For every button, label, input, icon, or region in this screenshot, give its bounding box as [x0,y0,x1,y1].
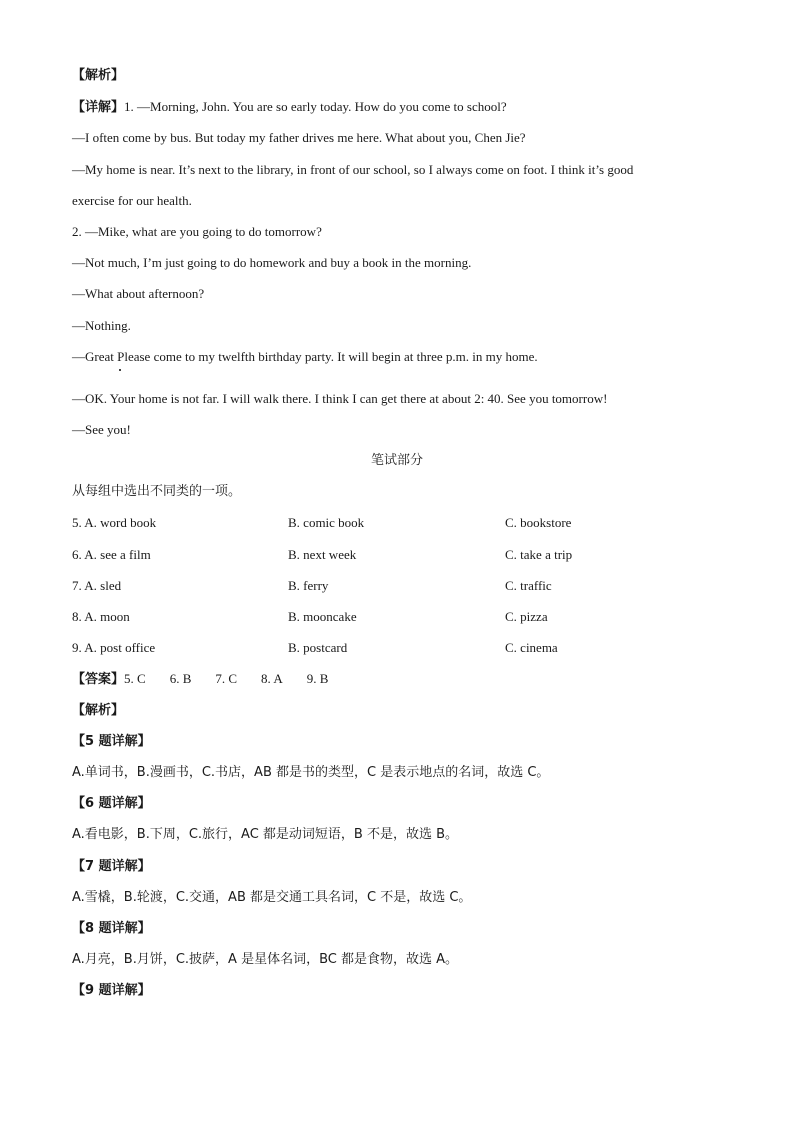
option-a: 7. A. sled [72,577,122,593]
detail-q2-line4: —Nothing. [72,317,131,333]
question-row-9 [72,632,722,663]
detail-q1-line2: —I often come by bus. But today my father drives me here. What about you, Chen Jie? [72,130,526,146]
q8-detail-heading: 【8 题详解】 [72,920,151,936]
answer-label: 【答案】 [72,672,125,688]
detail-q2-line5: —Great Please come to my twelfth birthday party. It will begin at three p.m. in my home. [72,348,538,364]
detail-q1-line3: —My home is near. It’s next to the library, in front of our school, so I always come on foot. I think it’s good [72,161,634,177]
option-b: B. postcard [288,640,348,656]
question-row-5 [72,507,722,538]
document-page [72,60,722,1006]
answer-item: 6. B [169,671,192,687]
detail-label: 【详解】 [72,100,125,116]
detail-q2-line3: —What about afternoon? [72,286,205,302]
question-row-8 [72,601,722,632]
detail-q2-line6: —OK. Your home is not far. I will walk there. I think I can get there at about 2: 40. See you tomorrow! [72,390,608,406]
option-c: C. bookstore [505,515,572,531]
detail-q1-line1 [72,91,722,122]
detail-q1-line1-text: 1. —Morning, John. You are so early today. How do you come to school? [124,99,507,115]
q7-detail-heading: 【7 题详解】 [72,858,151,874]
q6-detail-text: A.看电影，B.下周，C.旅行，AC 都是动词短语，B 不是，故选 B。 [72,827,459,843]
q9-detail-heading: 【9 题详解】 [72,983,151,999]
answer-item: 5. C [124,671,146,687]
option-c: C. take a trip [505,546,573,562]
answer-item: 8. A [261,671,283,687]
q8-detail-text: A.月亮，B.月饼，C.披萨，A 是星体名词，BC 都是食物，故选 A。 [72,952,459,968]
detail-q2-line1: 2. —Mike, what are you going to do tomorrow? [72,223,322,239]
section-title: 笔试部分 [370,453,423,469]
option-b: B. next week [288,546,357,562]
detail-q2-line7: —See you! [72,421,131,437]
option-b: B. mooncake [288,609,357,624]
option-b: B. comic book [288,515,365,531]
option-a: 8. A. moon [72,609,130,624]
option-c: C. pizza [505,609,548,624]
option-c: C. cinema [505,640,558,656]
q6-detail-heading: 【6 题详解】 [72,796,151,812]
option-a: 5. A. word book [72,515,157,531]
detail-q1-line4: exercise for our health. [72,192,192,208]
option-a: 6. A. see a film [72,546,151,562]
option-b: B. ferry [288,577,329,593]
section-instruction: 从每组中选出不同类的一项。 [72,484,242,500]
q7-detail-text: A.雪橇，B.轮渡，C.交通，AB 都是交通工具名词，C 不是，故选 C。 [72,889,472,905]
answer-item: 9. B [306,671,329,687]
q5-detail-text: A.单词书，B.漫画书，C.书店，AB 都是书的类型，C 是表示地点的名词，故选 C。 [72,764,550,780]
option-a: 9. A. post office [72,640,156,656]
option-c: C. traffic [505,577,552,593]
question-row-7 [72,570,722,601]
answer-row [72,663,722,694]
question-row-6 [72,539,722,570]
detail-q2-line2: —Not much, I’m just going to do homework and buy a book in the morning. [72,255,472,271]
analysis-label-2: 【解析】 [72,702,125,718]
q5-detail-heading: 【5 题详解】 [72,733,151,749]
stray-dot [119,369,121,371]
answer-item: 7. C [215,671,238,687]
analysis-label: 【解析】 [72,68,125,83]
